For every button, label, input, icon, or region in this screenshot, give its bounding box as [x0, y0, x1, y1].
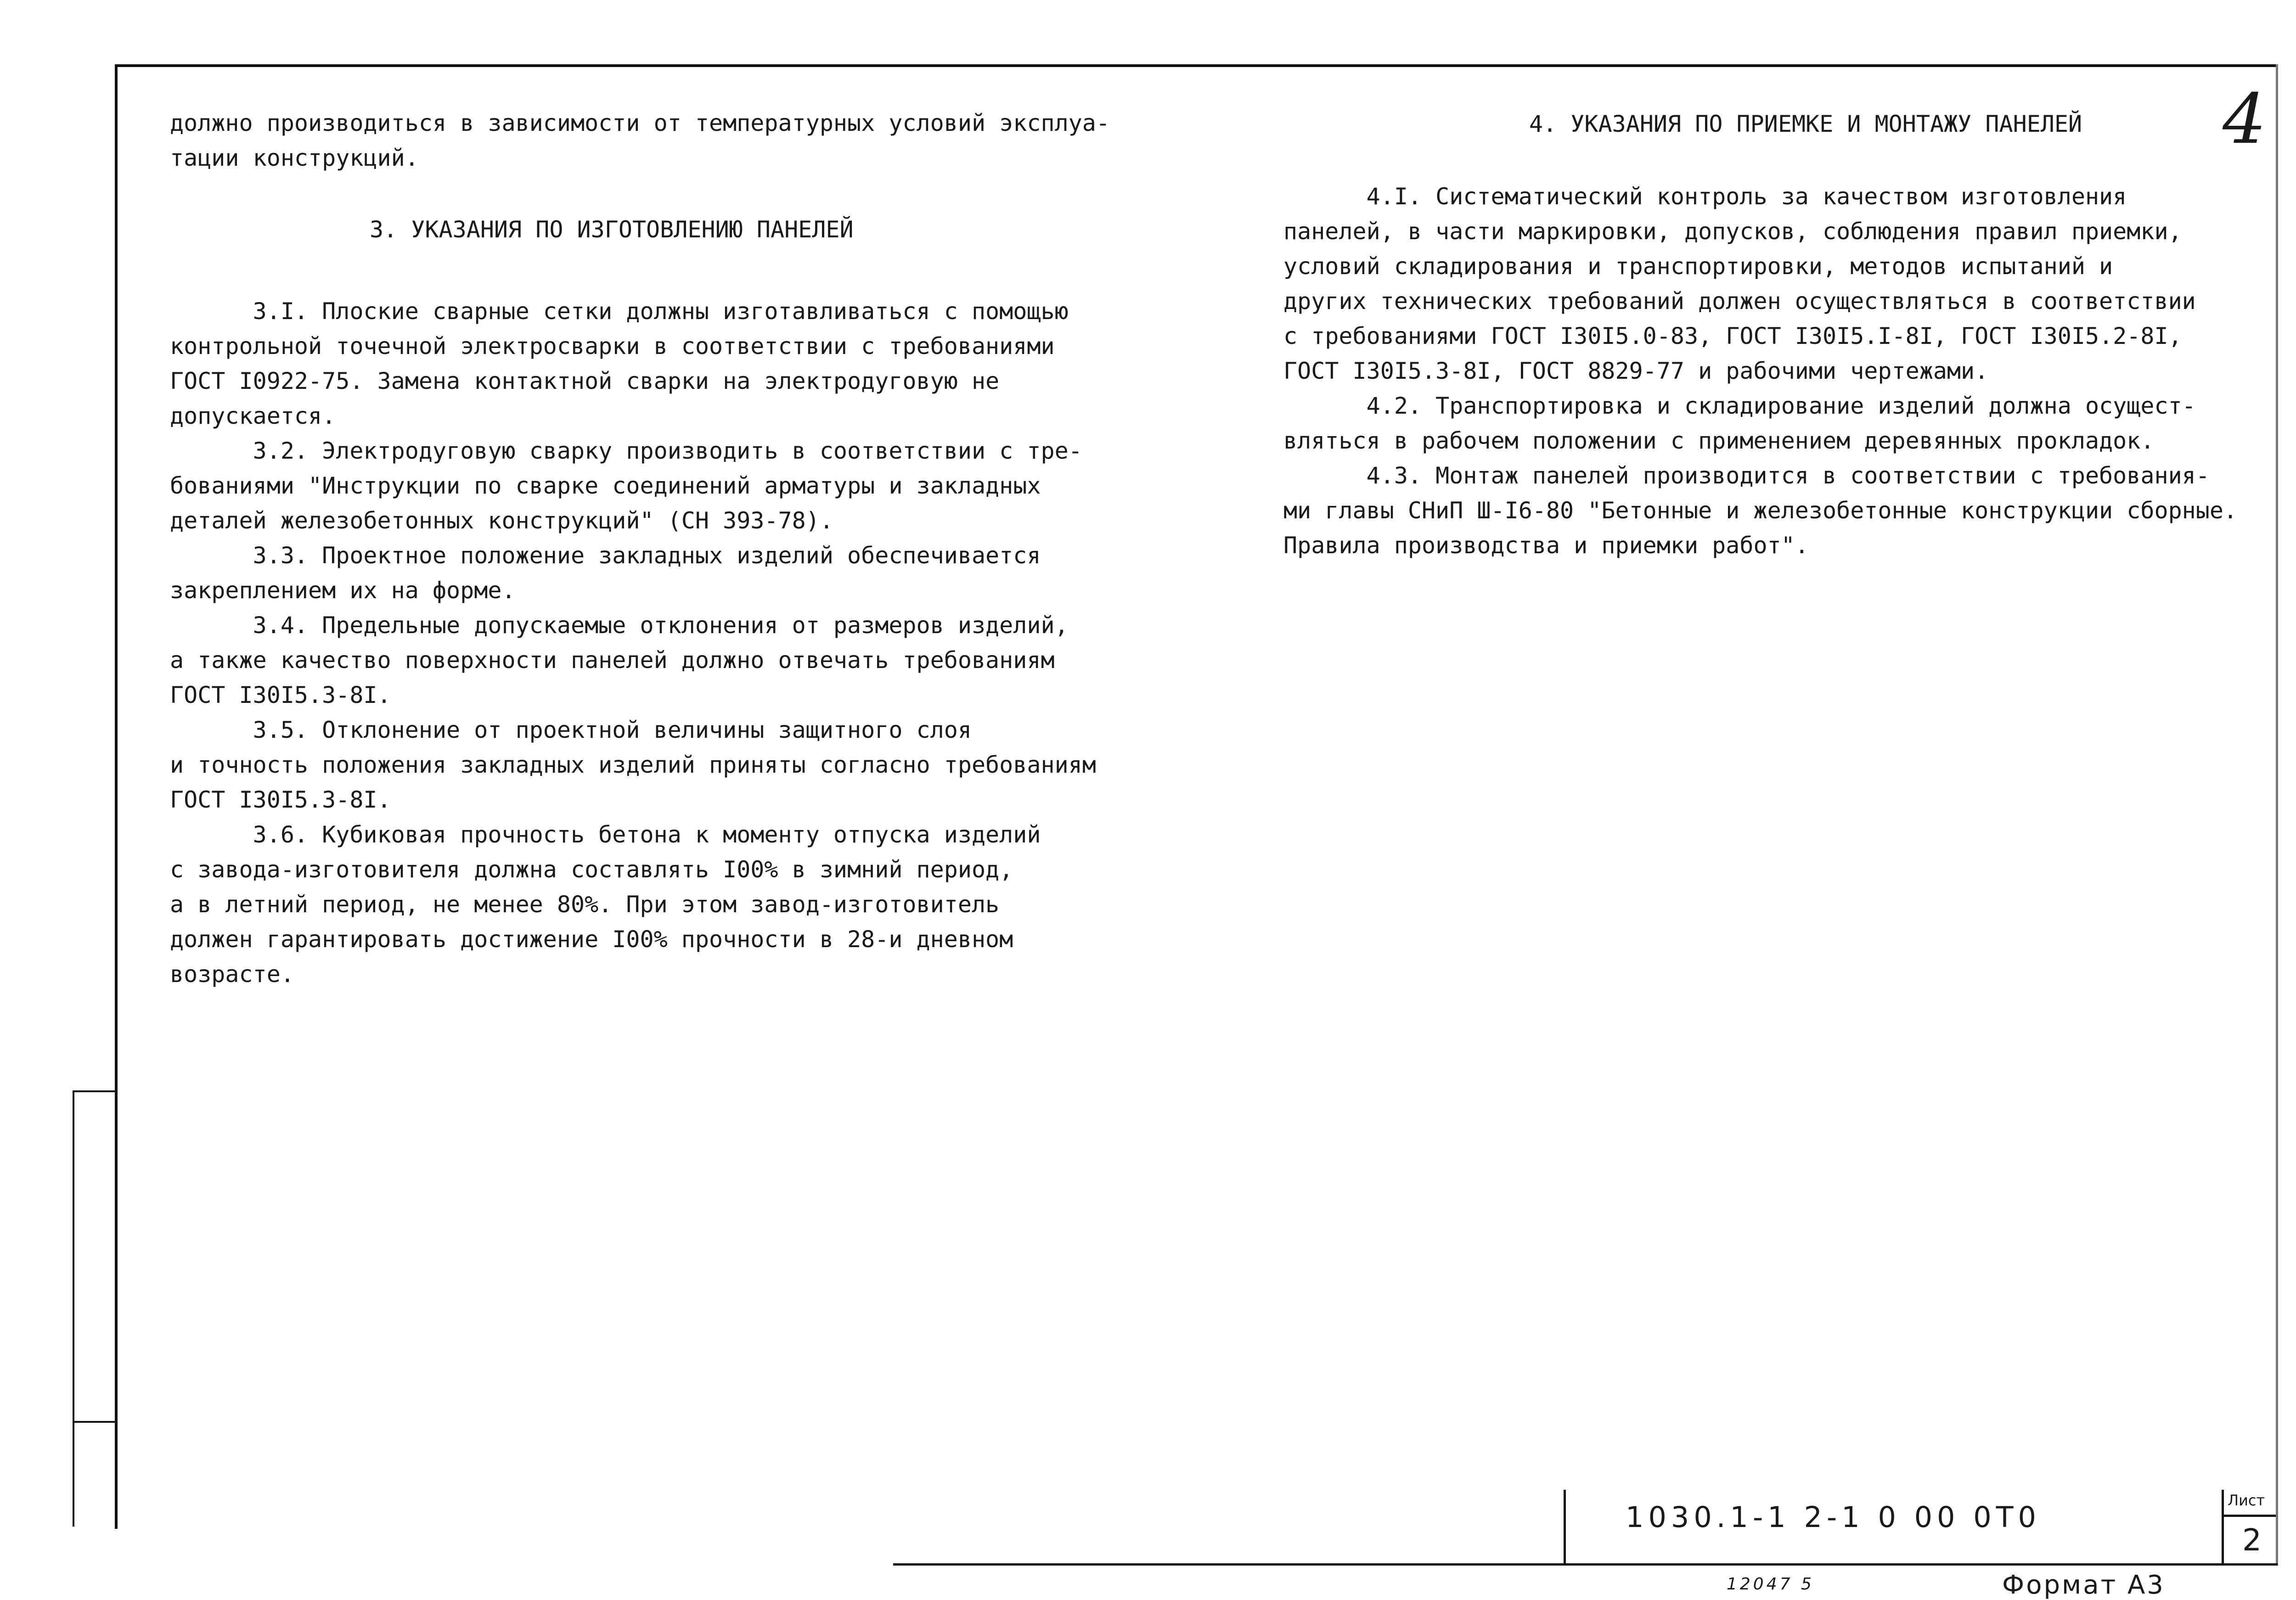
- body-line: других технических требований должен осуществляться в соответствии: [1283, 288, 2196, 314]
- sheet-label: Лист: [2228, 1492, 2265, 1509]
- body-line: с завода-изготовителя должна составлять I00% в зимний период,: [170, 856, 1013, 883]
- body-line: 3.6. Кубиковая прочность бетона к моменту отпуска изделий: [170, 821, 1041, 848]
- body-line: 4.2. Транспортировка и складирование изделий должна осущест-: [1283, 393, 2196, 419]
- body-line: Правила производства и приемки работ".: [1283, 532, 1809, 559]
- body-line: возрасте.: [170, 961, 294, 988]
- frame-top-line: [115, 64, 2278, 67]
- body-line: а также качество поверхности панелей должно отвечать требованиям: [170, 647, 1055, 674]
- footer-format: Формат А3: [2002, 1570, 2165, 1600]
- frame-right-line: [2276, 64, 2278, 1566]
- section-4-heading: 4. УКАЗАНИЯ ПО ПРИЕМКЕ И МОНТАЖУ ПАНЕЛЕЙ: [1529, 111, 2082, 137]
- page-mark: 4: [2223, 79, 2267, 159]
- document-code: 1030.1-1 2-1 0 00 0Т0: [1626, 1500, 2041, 1534]
- body-line: 3.3. Проектное положение закладных изделий обеспечивается: [170, 542, 1041, 569]
- body-line: деталей железобетонных конструкций" (СН 393-78).: [170, 507, 833, 534]
- body-line: и точность положения закладных изделий приняты согласно требованиям: [170, 752, 1096, 778]
- body-line: вляться в рабочем положении с применением деревянных прокладок.: [1283, 427, 2155, 454]
- body-line: ми главы СНиП Ш-I6-80 "Бетонные и железобетонные конструкции сборные.: [1283, 497, 2238, 524]
- left-intro: [170, 106, 1110, 175]
- body-line: ГОСТ I0922-75. Замена контактной сварки на электродуговую не: [170, 368, 1000, 394]
- body-line: 3.5. Отклонение от проектной величины защитного слоя: [170, 717, 972, 743]
- body-line: 4.3. Монтаж панелей производится в соответствии с требования-: [1283, 462, 2210, 489]
- stamp-left-border: [1564, 1490, 1566, 1566]
- body-line: а в летний период, не менее 80%. При этом завод-изготовитель: [170, 891, 1000, 918]
- body-line: 3.I. Плоские сварные сетки должны изготавливаться с помощью: [170, 298, 1069, 325]
- section-3-body: [170, 294, 1096, 992]
- body-line: условий складирования и транспортировки, методов испытаний и: [1283, 253, 2113, 280]
- intro-line: тации конструкций.: [170, 145, 419, 171]
- section-3-heading: 3. УКАЗАНИЯ ПО ИЗГОТОВЛЕНИЮ ПАНЕЛЕЙ: [370, 216, 854, 243]
- body-line: бованиями "Инструкции по сварке соединений арматуры и закладных: [170, 472, 1041, 499]
- margin-mark-vertical: [73, 1090, 74, 1527]
- left-column: [170, 106, 1110, 175]
- margin-mark-2: [73, 1421, 116, 1423]
- sheet-label-divider: [2224, 1515, 2276, 1517]
- body-line: ГОСТ I30I5.3-8I, ГОСТ 8829-77 и рабочими чертежами.: [1283, 358, 1989, 384]
- intro-line: должно производиться в зависимости от температурных условий эксплуа-: [170, 110, 1110, 136]
- sheet-number: 2: [2242, 1522, 2262, 1558]
- body-line: контрольной точечной электросварки в соответствии с требованиями: [170, 333, 1055, 359]
- margin-mark-1: [73, 1090, 116, 1092]
- body-line: ГОСТ I30I5.3-8I.: [170, 786, 391, 813]
- body-line: панелей, в части маркировки, допусков, соблюдения правил приемки,: [1283, 218, 2182, 245]
- body-line: 3.2. Электродуговую сварку производить в соответствии с тре-: [170, 438, 1082, 464]
- body-line: закреплением их на форме.: [170, 577, 516, 604]
- body-line: с требованиями ГОСТ I30I5.0-83, ГОСТ I30I5.I-8I, ГОСТ I30I5.2-8I,: [1283, 323, 2182, 349]
- footer-inventory: 12047 5: [1727, 1575, 1814, 1594]
- body-line: должен гарантировать достижение I00% прочности в 28-и дневном: [170, 926, 1013, 953]
- body-line: допускается.: [170, 403, 336, 429]
- body-line: ГОСТ I30I5.3-8I.: [170, 682, 391, 708]
- sheet-box: [2222, 1490, 2276, 1566]
- stamp-bottom-line: [893, 1563, 2278, 1566]
- frame-left-line: [115, 64, 118, 1529]
- section-4-body: [1283, 179, 2237, 563]
- body-line: 4.I. Систематический контроль за качеством изготовления: [1283, 183, 2127, 210]
- body-line: 3.4. Предельные допускаемые отклонения от размеров изделий,: [170, 612, 1069, 639]
